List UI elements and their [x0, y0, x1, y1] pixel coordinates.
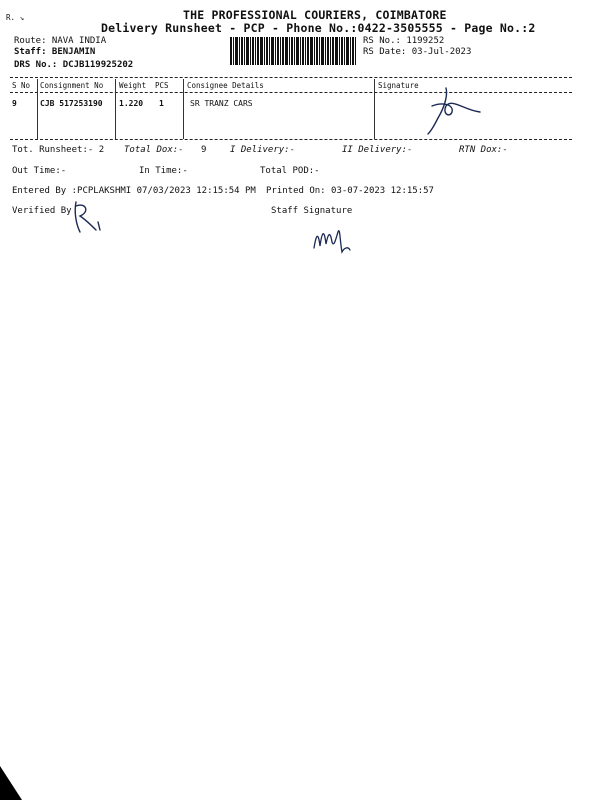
col-header-consignee: Consignee Details: [187, 81, 264, 90]
row-weight: 1.220: [119, 99, 144, 108]
verifier-signature: [68, 200, 108, 236]
total-dox-value: 9: [201, 145, 207, 155]
entered-by: Entered By :PCPLAKSHMI 07/03/2023 12:15:54 PM: [12, 186, 256, 196]
tot-runsheet: Tot. Runsheet:- 2: [12, 145, 105, 155]
scan-corner: [0, 766, 24, 800]
col-header-sno: S No: [12, 81, 31, 90]
company-title: THE PROFESSIONAL COURIERS, COIMBATORE: [183, 8, 447, 22]
col-header-pcs: PCS: [155, 81, 169, 90]
consignee-signature: [424, 84, 484, 136]
ii-delivery: II Delivery:-: [342, 145, 413, 155]
printed-on: Printed On: 03-07-2023 12:15:57: [266, 186, 434, 196]
col-header-consignment: Consignment No: [40, 81, 104, 90]
corner-mark: R. ↘: [6, 13, 25, 22]
total-pod: Total POD:-: [260, 166, 320, 176]
total-dox-label: Total Dox:-: [124, 145, 184, 155]
row-pcs: 1: [159, 99, 164, 108]
i-delivery: I Delivery:-: [230, 145, 296, 155]
table-bottom-rule: [10, 139, 572, 140]
in-time: In Time:-: [139, 166, 188, 176]
barcode: [230, 37, 356, 65]
row-consignment: CJB 517253190: [40, 99, 103, 108]
col-separator: [183, 79, 184, 139]
rs-date: RS Date: 03-Jul-2023: [363, 47, 472, 57]
staff-signature: [310, 218, 354, 258]
table-top-rule: [10, 77, 572, 78]
table-header-rule: [10, 92, 572, 93]
row-sno: 9: [12, 99, 17, 108]
route-label: Route: NAVA INDIA: [14, 36, 107, 46]
rtn-dox: RTN Dox:-: [459, 145, 508, 155]
col-header-signature: Signature: [378, 81, 419, 90]
staff-label: Staff: BENJAMIN: [14, 47, 96, 57]
col-separator: [37, 79, 38, 139]
col-header-weight: Weight: [119, 81, 147, 90]
col-separator: [374, 79, 375, 139]
staff-signature-label: Staff Signature: [271, 206, 353, 216]
drs-number: DRS No.: DCJB119925202: [14, 60, 134, 70]
runsheet-subtitle: Delivery Runsheet - PCP - Phone No.:0422-3505555 - Page No.:2: [101, 21, 536, 35]
rs-number: RS No.: 1199252: [363, 36, 445, 46]
verified-by: Verified By: [12, 206, 72, 216]
row-consignee: SR TRANZ CARS: [190, 99, 253, 108]
out-time: Out Time:-: [12, 166, 67, 176]
col-separator: [115, 79, 116, 139]
